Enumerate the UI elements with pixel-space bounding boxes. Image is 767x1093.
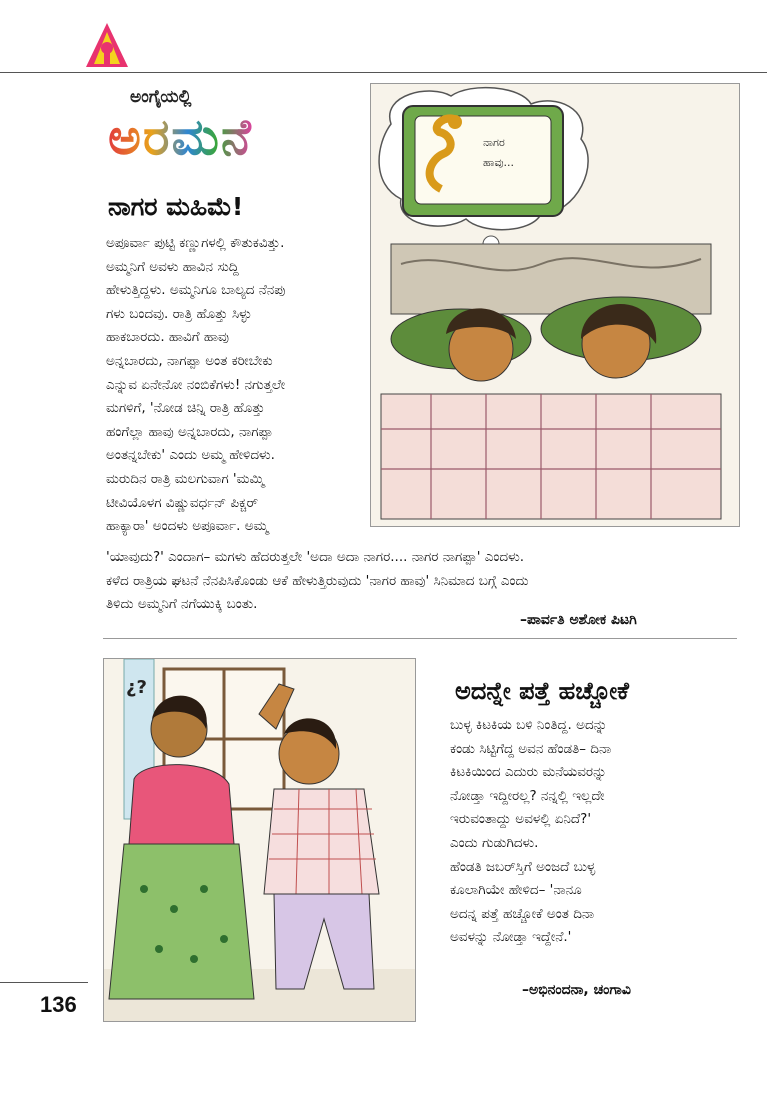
confusion-marks: ¿? (126, 677, 147, 698)
illustration-window-couple (103, 658, 416, 1022)
text-line: ಹಾಕ್ಯಾರಾ' ಅಂದಳು ಅಪೂರ್ವಾ. ಅಮ್ಮ (106, 518, 269, 535)
story1-body-wide (106, 546, 740, 617)
story2-title: ಅದನ್ನೇ ಪತ್ತೆ ಹಚ್ಚೋಕೆ (455, 677, 629, 705)
tv-caption-line1: ನಾಗರ (483, 136, 505, 149)
text-line: ಇರುವಂತಾದ್ದು ಅವಳಲ್ಲಿ ಏನಿದೆ?' (450, 811, 592, 828)
brand-small-text: ಅಂಗೈಯಲ್ಲಿ (130, 87, 192, 107)
text-line: ಬುಳ್ಳ ಕಿಟಕಿಯ ಬಳಿ ನಿಂತಿದ್ದ. ಅದನ್ನು (450, 717, 608, 733)
text-line: ಹೆಂಡತಿ ಜಬರ್‌ಸ್ತಿಗೆ ಅಂಜದೆ ಬುಳ್ಳ (450, 858, 596, 875)
text-line: ಅದನ್ನ ಪತ್ತೆ ಹಚ್ಚೋಕೆ ಅಂತ ದಿನಾ (450, 905, 595, 922)
text-line: ಟೀವಿಯೊಳಗ ವಿಷ್ಣುವರ್ಧನ್ ಪಿಕ್ಚರ್ (106, 494, 259, 511)
text-line: ಅಪೂರ್ವಾ ಪುಟ್ಟಿ ಕಣ್ಣುಗಳಲ್ಲಿ ಕೌತುಕವಿತ್ತು. (106, 235, 285, 251)
text-line: 'ಯಾವುದು?' ಎಂದಾಗ– ಮಗಳು ಹೆದರುತ್ತಲೇ 'ಅದಾ ಅದಾ ನಾಗರ.... ನಾಗರ ನಾಗಪ್ಪಾ' ಎಂದಳು. (106, 549, 525, 565)
text-line: ಗಳು ಬಂದವು. ರಾತ್ರಿ ಹೊತ್ತು ಸಿಳ್ಳು (106, 305, 252, 322)
text-line: ನೋಡ್ತಾ ಇದ್ದೀರಲ್ಲ? ನನ್ನಲ್ಲಿ ಇಲ್ಲದೇ (450, 787, 605, 804)
brand-large-text: ಅರಮನೆ (108, 108, 253, 166)
text-line: ಕಿಟಕಿಯಿಂದ ಎದುರು ಮನೆಯವರನ್ನು (450, 764, 607, 781)
header-rule (0, 72, 767, 73)
story1-signature: –ಪಾರ್ವತಿ ಅಶೋಕ ಪಿಟಗಿ (520, 612, 637, 628)
section-divider (103, 638, 737, 639)
magazine-logo-icon (82, 20, 132, 70)
illustration-bedtime (370, 83, 740, 527)
text-line: ಅವಳನ್ನು ನೋಡ್ತಾ ಇದ್ದೇನೆ.' (450, 929, 572, 946)
text-line: ಎಂದು ಗುಡುಗಿದಳು. (450, 834, 539, 851)
text-line: ಅನ್ನಬಾರದು, ನಾಗಪ್ಪಾ ಅಂತ ಕರೀಬೇಕು (106, 352, 273, 369)
text-line: ಮರುದಿನ ರಾತ್ರಿ ಮಲಗುವಾಗ 'ಮಮ್ಮಿ (106, 470, 265, 487)
text-line: ಹೇಳುತ್ತಿದ್ದಳು. ಅಮ್ಮನಿಗೂ ಬಾಲ್ಯದ ನೆನಪು (106, 282, 286, 299)
story1-title: ನಾಗರ ಮಹಿಮೆ! (108, 192, 244, 221)
story2-signature: –ಅಭಿನಂದನಾ, ಚಂಗಾವಿ (522, 982, 631, 998)
page-number-rule (0, 982, 88, 983)
text-line: ಹಾಕಬಾರದು. ಹಾವಿಗೆ ಹಾವು (106, 329, 230, 346)
text-line: ಮಗಳಿಗೆ, 'ನೋಡ ಚಿನ್ನಿ ರಾತ್ರಿ ಹೊತ್ತು (106, 400, 265, 417)
story1-body-narrow (106, 232, 364, 539)
text-line: ಕಂಡು ಸಿಟ್ಟಿಗೆದ್ದ ಅವನ ಹೆಂಡತಿ– ದಿನಾ (450, 740, 612, 757)
page-number: 136 (40, 992, 77, 1017)
story2-body (450, 714, 740, 950)
section-brand (108, 85, 313, 180)
text-line: ತಿಳಿದು ಅಮ್ಮನಿಗೆ ನಗೆಯುಕ್ಕಿ ಬಂತು. (106, 596, 258, 613)
text-line: ಅಂತನ್ನಬೇಕು' ಎಂದು ಅಮ್ಮ ಹೇಳಿದಳು. (106, 447, 275, 464)
tv-caption-line2: ಹಾವು... (483, 156, 514, 169)
text-line: ಎನ್ನುವ ಏನೇನೋ ನಂಬಿಕೆಗಳು! ನಗುತ್ತಲೇ (106, 376, 286, 393)
text-line: ಹಂಗೆಲ್ಲಾ ಹಾವು ಅನ್ನಬಾರದು, ನಾಗಪ್ಪಾ (106, 423, 273, 440)
text-line: ಕಳೆದ ರಾತ್ರಿಯ ಘಟನೆ ನೆನಪಿಸಿಕೊಂಡು ಆಕೆ ಹೇಳುತ್ತಿರುವುದು 'ನಾಗರ ಹಾವು' ಸಿನಿಮಾದ ಬಗ್ಗೆ ಎಂದು (106, 572, 529, 589)
text-line: ಕೂಲಾಗಿಯೇ ಹೇಳಿದ– 'ನಾನೂ (450, 882, 582, 899)
text-line: ಅಮ್ಮನಿಗೆ ಅವಳು ಹಾವಿನ ಸುದ್ದಿ (106, 258, 239, 275)
